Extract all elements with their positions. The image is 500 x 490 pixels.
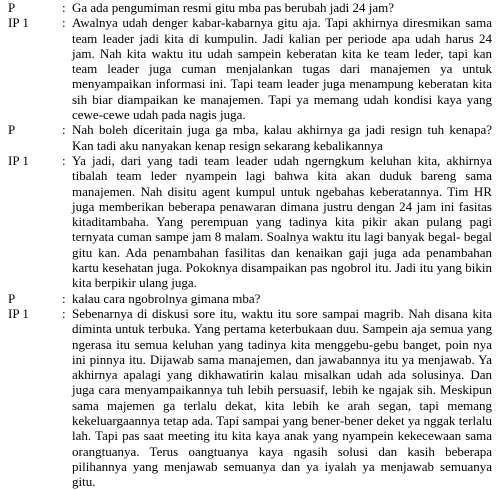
transcript-entry [0,291,500,306]
utterance-text: Sebenarnya di diskusi sore itu, waktu itu sore sampai magrib. Nah disana kita diminta untuk terbuka. Yang pertama keterbukaan duu. Sampein aja semua yang ngerasa itu semua keluhan yang tadinya kita menggebu-gebu banget, poin nya ini pinnya itu. Dijawab sama manajemen, dan jawabannya itu ya menjawab. Ya akhirnya apalagi yang dikhawatirin kalau misalkan udah ada solusinya. Dan juga cara menyampaikannya tuh lebih persuasif, lebih ke ngajak sih. Meskipun sama majemen ga terlalu dekat, kita lebih ke arah segan, tapi memang kekeluargaannya tetap ada. Tapi sampai yang bener-bener deket ya nggak terlalu lah. Tapi pas saat meeting itu kita kaya anak yang nyampein kekecewaan sama orangtuanya. Terus oangtuanya kaya ngasih solusi dan kasih beberapa pilihannya yang menjawab semuanya dan ya iyalah ya menjawab semuanya gitu. [72,305,492,490]
speaker-label: P [8,0,16,15]
colon-separator: : [62,0,66,15]
colon-separator: : [62,122,66,138]
utterance-text: Nah boleh diceritain juga ga mba, kalau akhirnya ga jadi resign tuh kenapa? Kan tadi aku nanyakan kenap resign sekarang kebalikannya [72,122,492,153]
transcript-entry [0,15,500,122]
utterance-text: Ya jadi, dari yang tadi team leader udah ngerngkum keluhan kita, akhirnya tibalah team leder nyampein lagi bahwa kita akan duduk bareng sama manajemen. Nah disitu agent kumpul untuk ngebahas keberatannya. Tim HR juga memberikan beberapa penawaran dimana justru dengan 24 jam ini fasitas kitaditambaha. Yang perempuan yang tadinya kita pikir akan pulang pagi ternyata cuman sampe jam 8 malam. Soalnya waktu itu lagi banyak begal- begal gitu kan. Ada penambahan fasilitas dan kenaikan gaji juga ada penambahan kartu kesehatan juga. Pokoknya disampaikan pas ngobrol itu. Jadi itu yang bikin kita berpikir ulang juga. [72,152,492,291]
speaker-label: P [8,290,16,306]
colon-separator: : [62,152,66,168]
utterance-text: Awalnya udah denger kabar-kabarnya gitu aja. Tapi akhirnya diresmikan sama team leader jadi kita di kumpulin. Jadi kalian per periode apa udah harus 24 jam. Nah kita waktu itu udah sampein keberatan kita ke team leder, tapi kan team leader juga cuman menjalankan tugas dari manajemen ya untuk menyampaikan informasi ini. Tapi team leader juga menampung keberatan kita sih biar diampaikan ke manajemen. Tapi ya memang udah kondisi kaya yang cewe-cewe udah pada nagis juga. [72,15,492,123]
colon-separator: : [62,305,66,321]
utterance-text: kalau cara ngobrolnya gimana mba? [72,290,261,306]
speaker-label: P [8,122,16,138]
transcript-entry [0,306,500,490]
speaker-label: IP 1 [8,15,29,31]
utterance-text: Ga ada pengumiman resmi gitu mba pas berubah jadi 24 jam? [72,0,395,15]
transcript-entry [0,0,500,15]
transcript-entry [0,122,500,153]
transcript-entry [0,153,500,291]
speaker-label: IP 1 [8,152,29,168]
speaker-label: IP 1 [8,305,29,321]
colon-separator: : [62,15,66,31]
colon-separator: : [62,290,66,306]
